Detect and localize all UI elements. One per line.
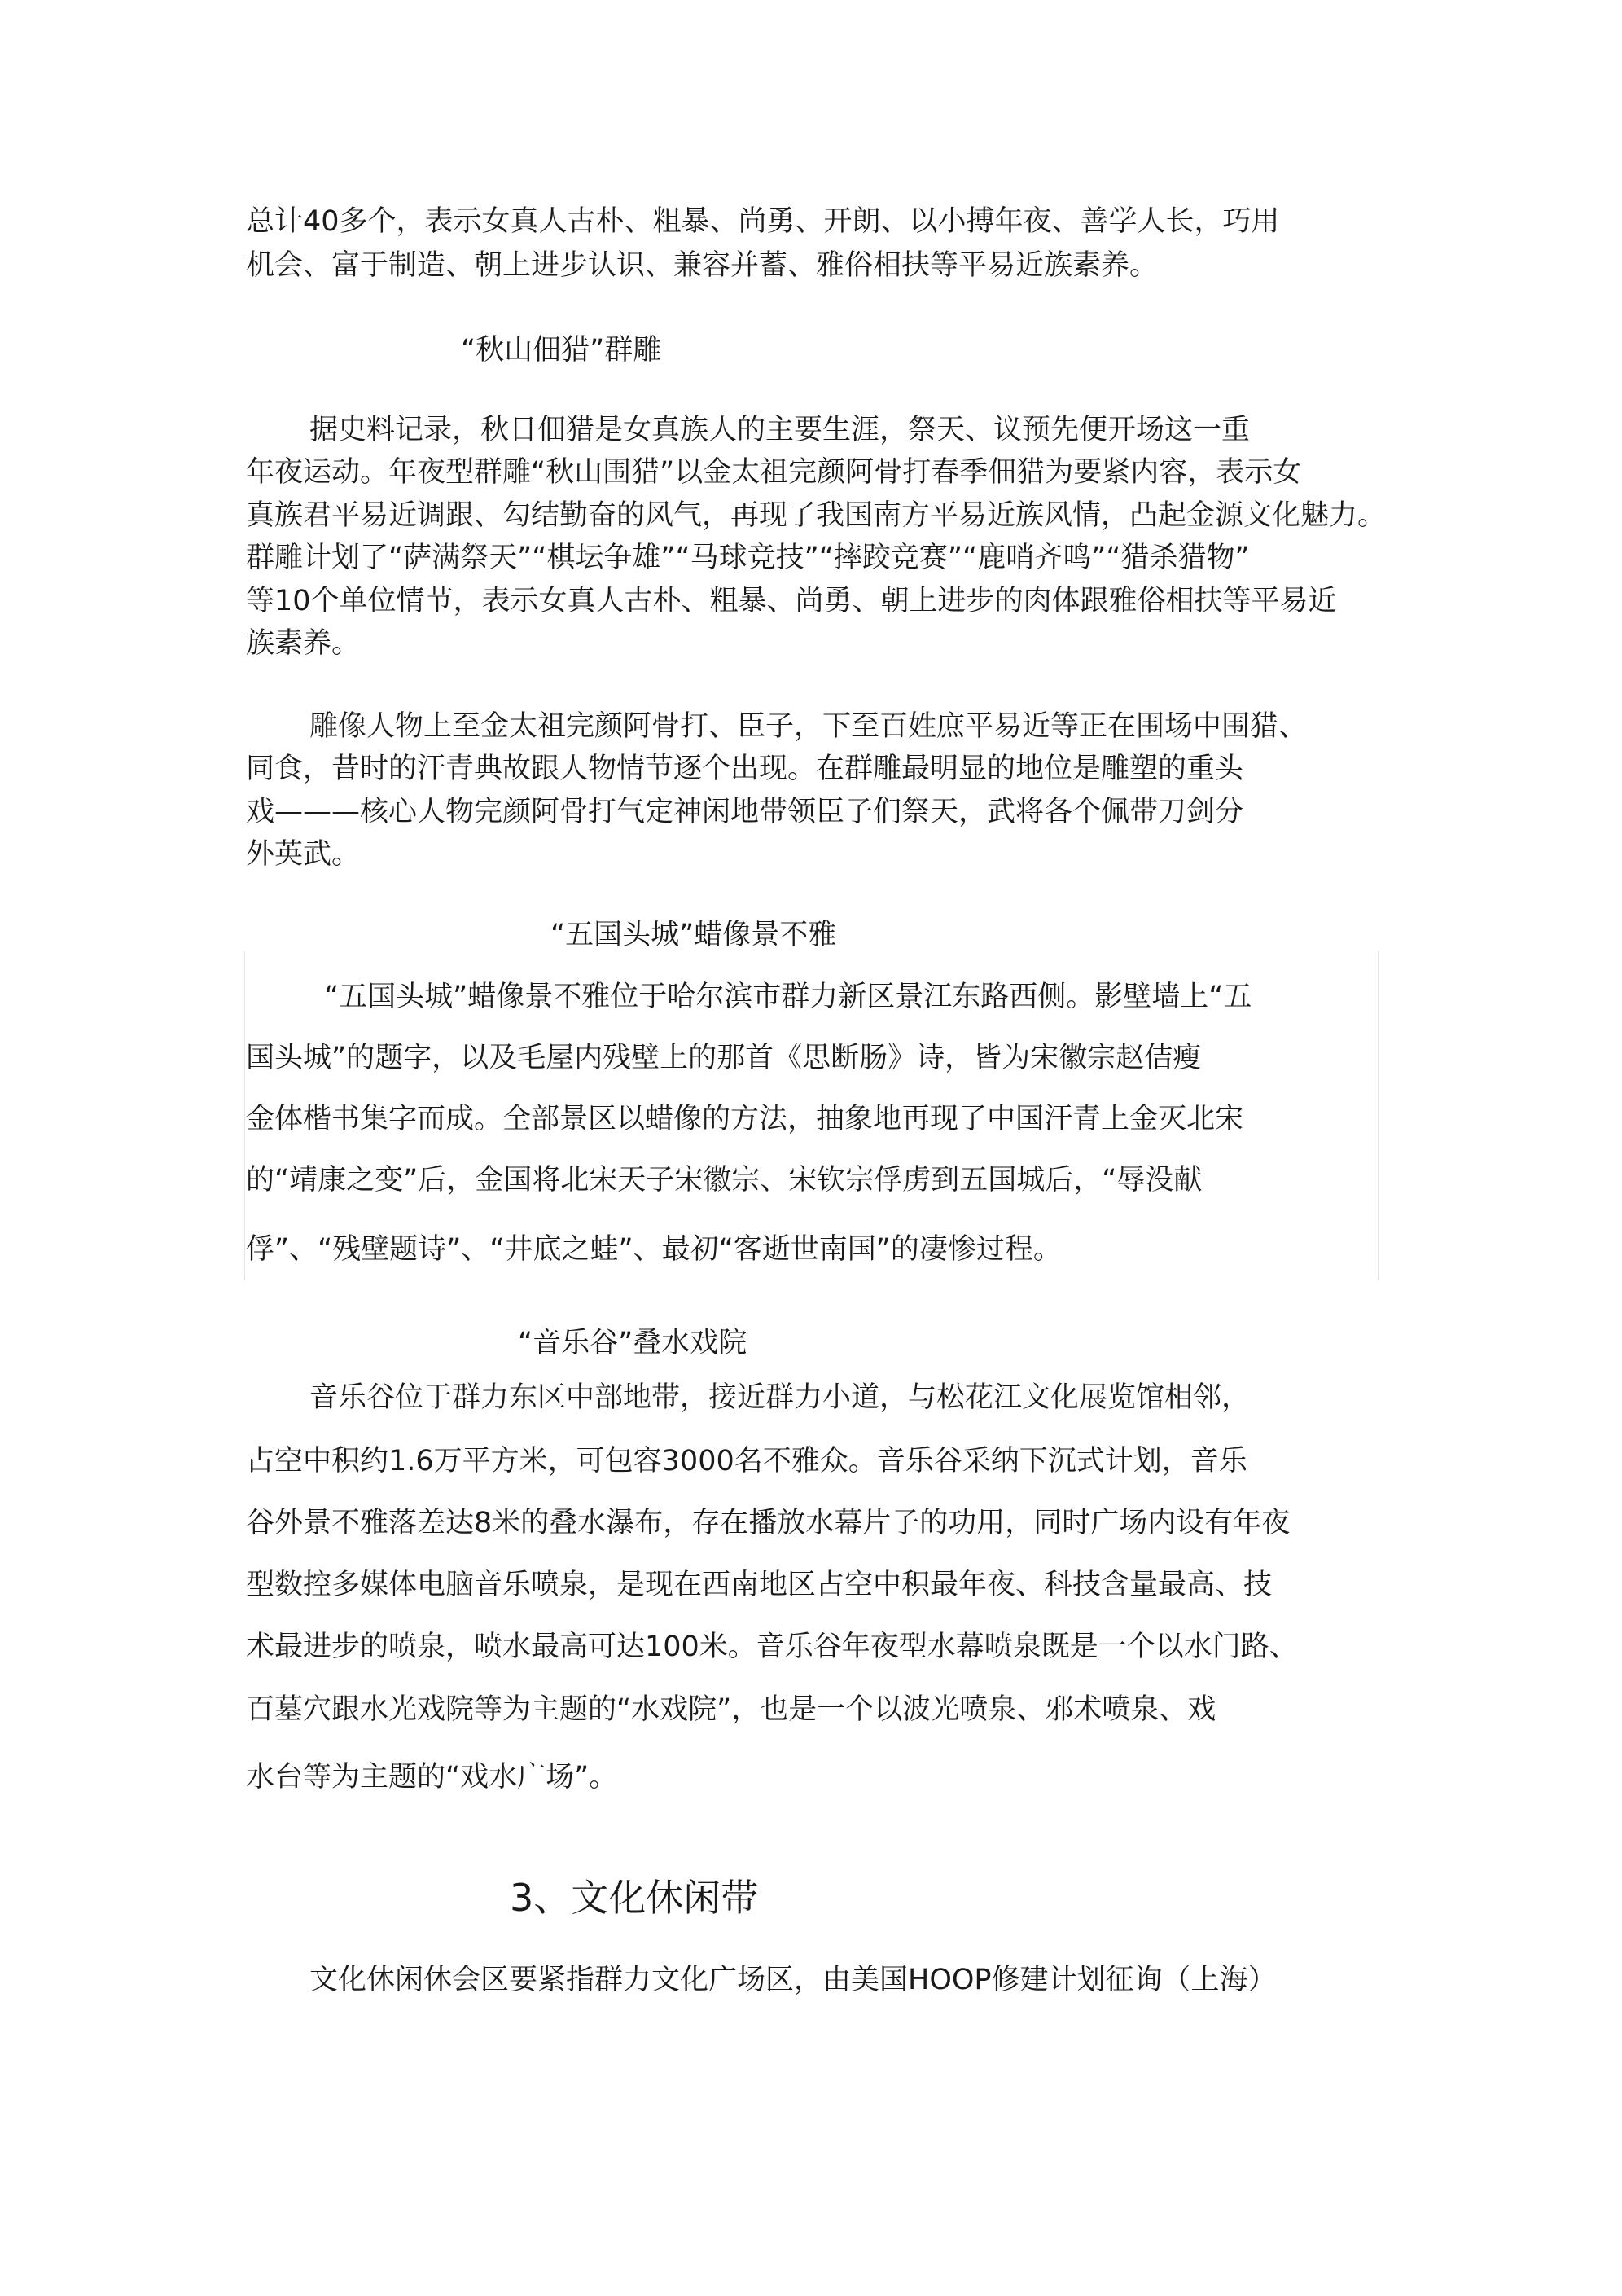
qiushan-heading: “秋山佃猎”群雕 — [461, 334, 662, 367]
qiushan-p2-line-4: 外英武。 — [246, 838, 361, 871]
qiushan-p1-line-2: 年夜运动。年夜型群雕“秋山围猎”以金太祖完颜阿骨打春季佃猎为要紧内容，表示女 — [246, 456, 1302, 489]
qiushan-p1-line-3: 真族君平易近调跟、勾结勤奋的风气，再现了我国南方平易近族风情，凸起金源文化魅力。 — [246, 499, 1387, 532]
qiushan-p1-line-1: 据史料记录，秋日佃猎是女真族人的主要生涯，祭天、议预先便开场这一重 — [309, 414, 1251, 446]
yinyuegu-line-5: 术最进步的喷泉，喷水最高可达100米。音乐谷年夜型水幕喷泉既是一个以水门路、 — [246, 1631, 1298, 1663]
wuguo-line-2: 国头城”的题字，以及毛屋内残壁上的那首《思断肠》诗，皆为宋徽宗赵佶瘦 — [246, 1042, 1202, 1074]
qiushan-p2-line-2: 同食，昔时的汗青典故跟人物情节逐个出现。在群雕最明显的地位是雕塑的重头 — [246, 753, 1244, 785]
qiushan-p1-line-6: 族素养。 — [246, 627, 361, 660]
wuguo-box-left-rule — [244, 951, 245, 1280]
yinyuegu-line-7: 水台等为主题的“戏水广场”。 — [246, 1761, 618, 1793]
qiushan-p1-line-5: 等10个单位情节，表示女真人古朴、粗暴、尚勇、朝上进步的肉体跟雅俗相扶等平易近 — [246, 585, 1337, 617]
wuguo-line-1: “五国头城”蜡像景不雅位于哈尔滨市群力新区景江东路西侧。影壁墙上“五 — [324, 981, 1252, 1013]
qiushan-p2-line-3: 戏———核心人物完颜阿骨打气定神闲地带领臣子们祭天，武将各个佩带刀剑分 — [246, 796, 1244, 828]
yinyuegu-line-1: 音乐谷位于群力东区中部地带，接近群力小道，与松花江文化展览馆相邻， — [309, 1381, 1251, 1414]
wuguo-box-right-rule — [1378, 951, 1379, 1280]
wuguo-line-4: 的“靖康之变”后，金国将北宋天子宋徽宗、宋钦宗俘虏到五国城后，“辱没献 — [246, 1164, 1203, 1196]
qiushan-p1-line-4: 群雕计划了“萨满祭天”“棋坛争雄”“马球竞技”“摔跤竞赛”“鹿哨齐鸣”“猎杀猎物” — [246, 542, 1250, 574]
yinyuegu-line-4: 型数控多媒体电脑音乐喷泉，是现在西南地区占空中积最年夜、科技含量最高、技 — [246, 1569, 1273, 1601]
qiushan-p2-line-1: 雕像人物上至金太祖完颜阿骨打、臣子，下至百姓庶平易近等正在围场中围猎、 — [309, 710, 1308, 743]
yinyuegu-line-3: 谷外景不雅落差达8米的叠水瀑布，存在播放水幕片子的功用，同时广场内设有年夜 — [246, 1507, 1291, 1539]
intro-line-2: 机会、富于制造、朝上进步认识、兼容并蓄、雅俗相扶等平易近族素养。 — [246, 249, 1159, 282]
intro-line-1: 总计40多个，表示女真人古朴、粗暴、尚勇、开朗、以小搏年夜、善学人长，巧用 — [246, 205, 1280, 238]
wuguo-heading: “五国头城”蜡像景不雅 — [550, 919, 837, 951]
yinyuegu-line-2: 占空中积约1.6万平方米，可包容3000名不雅众。音乐谷采纳下沉式计划，音乐 — [246, 1445, 1247, 1477]
yinyuegu-line-6: 百墓穴跟水光戏院等为主题的“水戏院”，也是一个以波光喷泉、邪术喷泉、戏 — [246, 1693, 1216, 1726]
wuguo-line-5: 俘”、“残壁题诗”、“井底之蛙”、最初“客逝世南国”的凄惨过程。 — [246, 1233, 1062, 1266]
section-3-heading: 3、文化休闲带 — [510, 1876, 759, 1920]
wuguo-line-3: 金体楷书集字而成。全部景区以蜡像的方法，抽象地再现了中国汗青上金灭北宋 — [246, 1103, 1244, 1135]
yinyuegu-heading: “音乐谷”叠水戏院 — [518, 1327, 747, 1359]
section-3-line-1: 文化休闲休会区要紧指群力文化广场区，由美国HOOP修建计划征询（上海） — [309, 1964, 1277, 1996]
